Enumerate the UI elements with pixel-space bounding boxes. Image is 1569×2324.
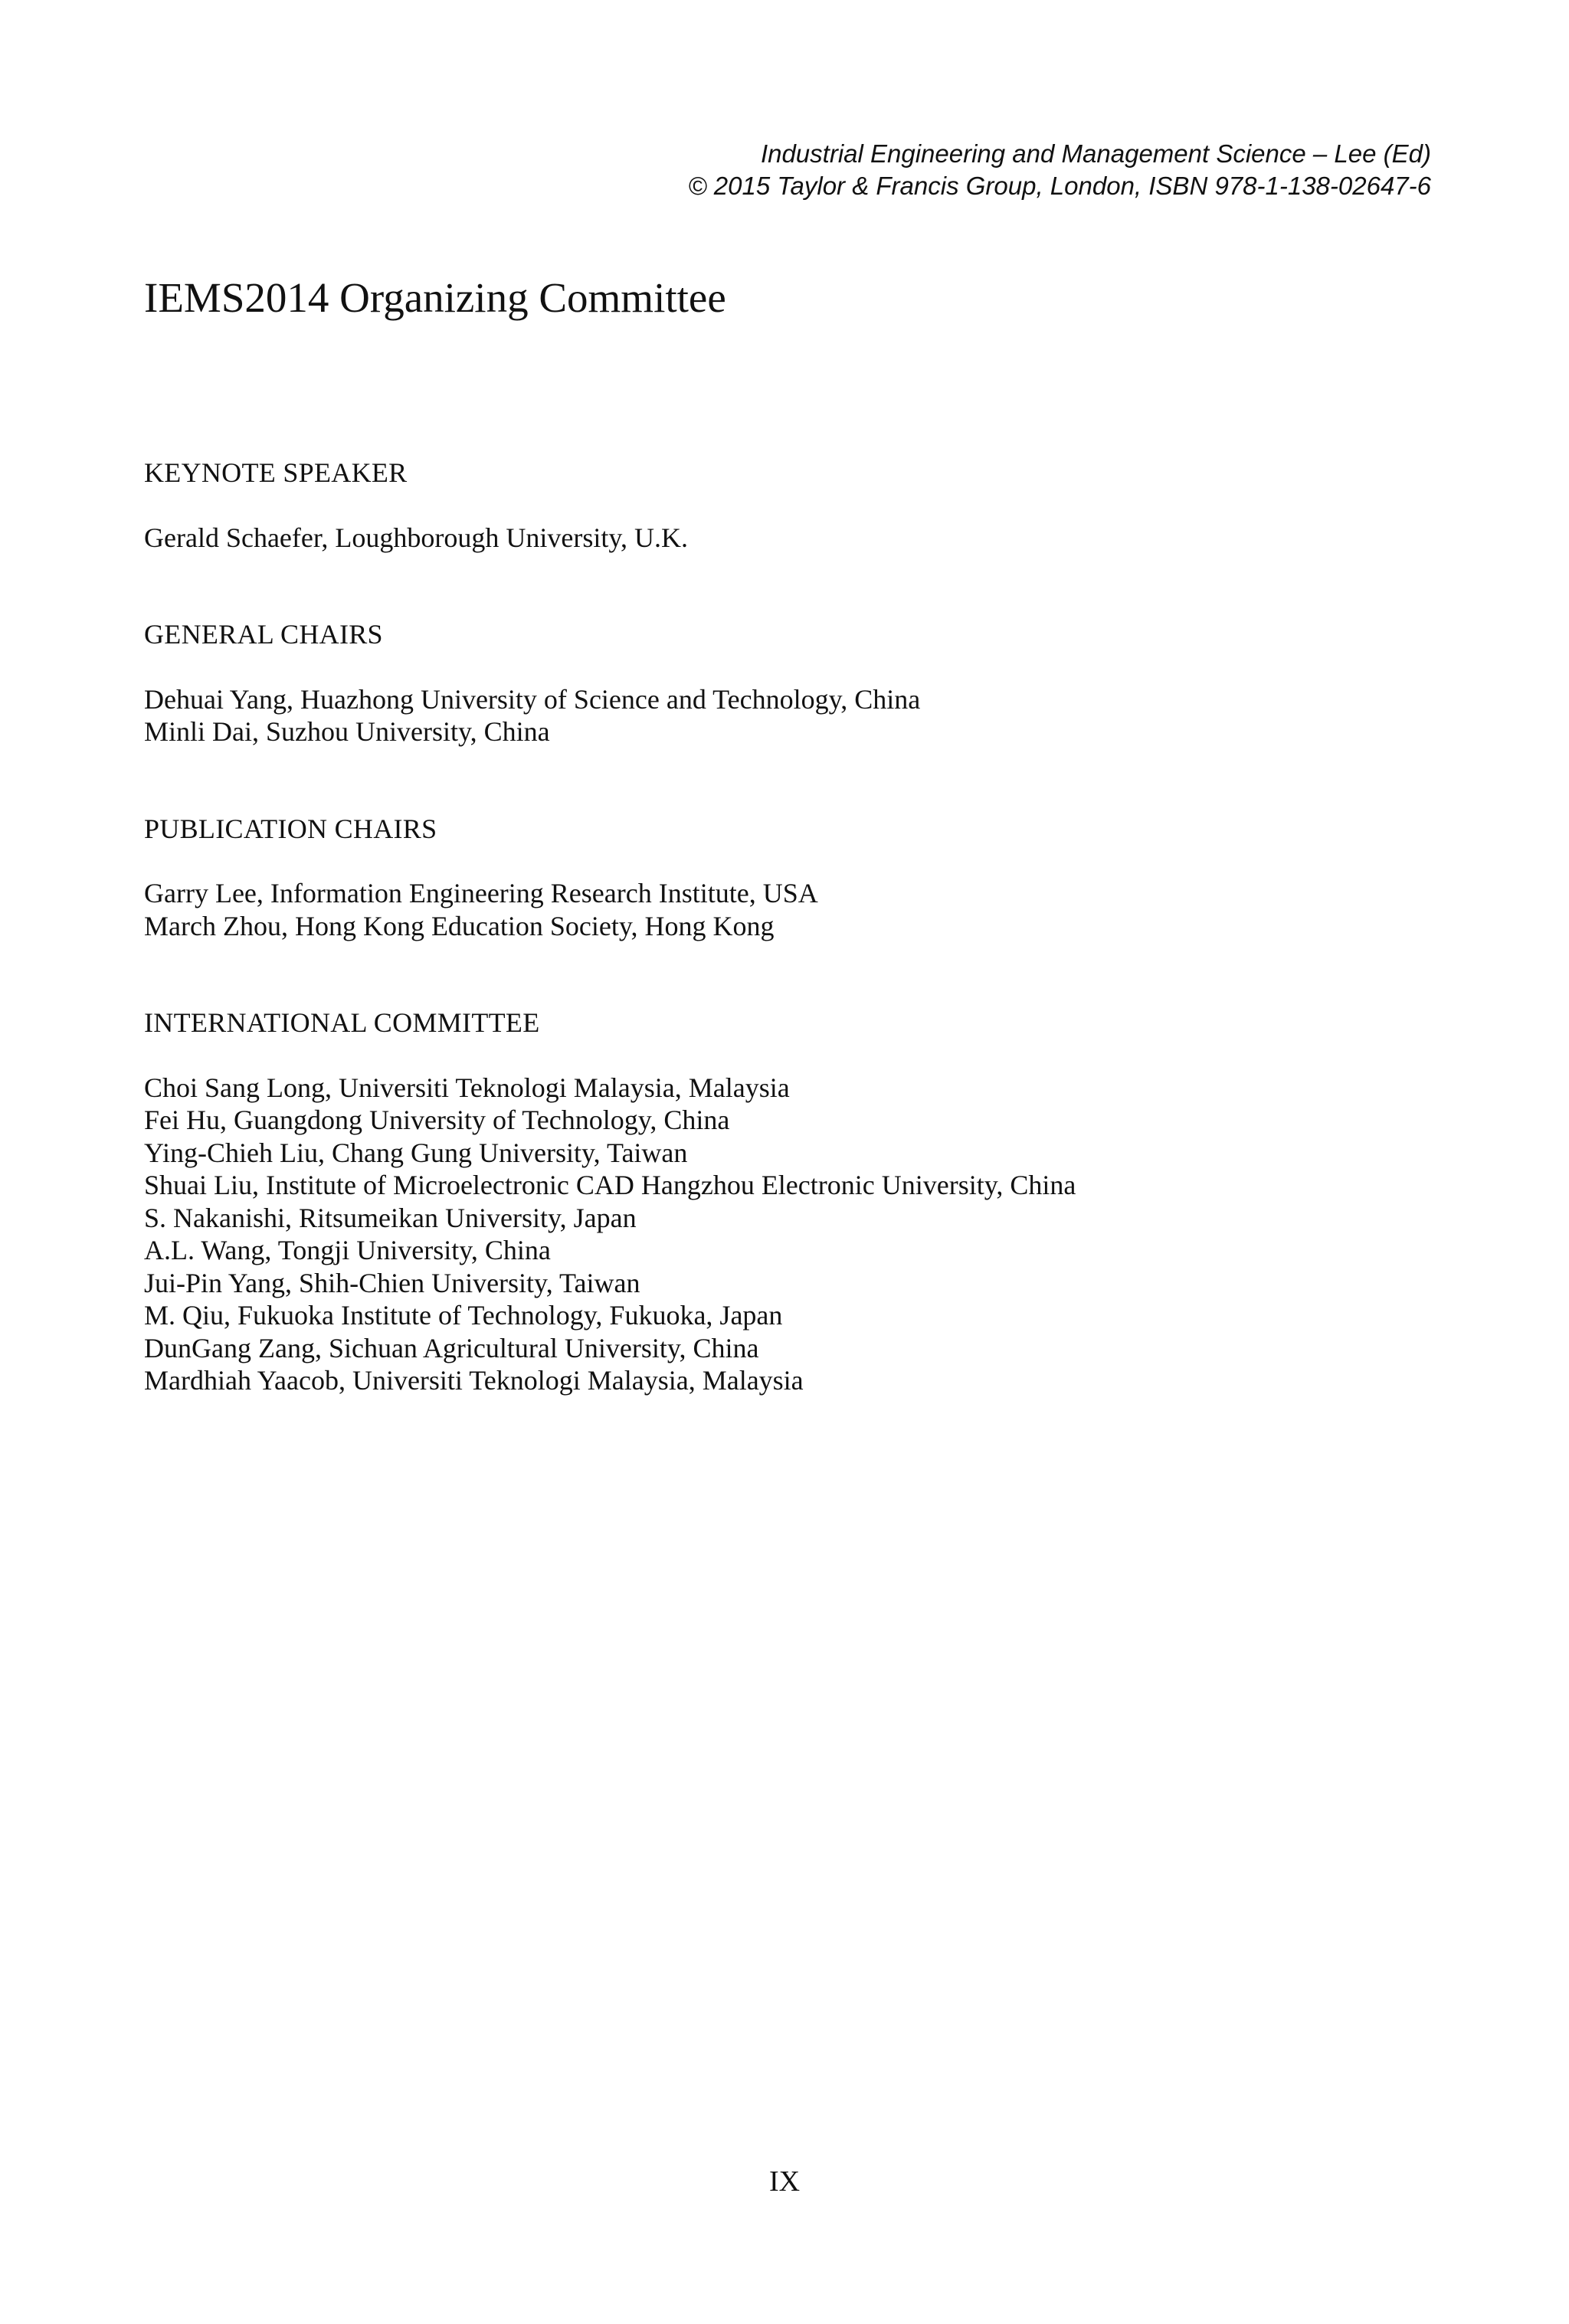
running-head-book-title: Industrial Engineering and Management Science – Lee (Ed) bbox=[760, 139, 1431, 168]
member-entry: Choi Sang Long, Universiti Teknologi Malaysia, Malaysia bbox=[144, 1072, 790, 1103]
section-keynote-speaker bbox=[144, 457, 1446, 554]
member-entry: Ying-Chieh Liu, Chang Gung University, Taiwan bbox=[144, 1137, 688, 1168]
member-entry: S. Nakanishi, Ritsumeikan University, Japan bbox=[144, 1202, 637, 1233]
section-international-committee bbox=[144, 1007, 1446, 1397]
member-entry: A.L. Wang, Tongji University, China bbox=[144, 1235, 551, 1265]
member-entry: Shuai Liu, Institute of Microelectronic CAD Hangzhou Electronic University, China bbox=[144, 1170, 1076, 1200]
page-number: IX bbox=[768, 2165, 801, 2198]
member-entry: Dehuai Yang, Huazhong University of Science and Technology, China bbox=[144, 683, 921, 715]
member-entry: Mardhiah Yaacob, Universiti Teknologi Malaysia, Malaysia bbox=[144, 1365, 804, 1396]
section-heading: INTERNATIONAL COMMITTEE bbox=[144, 1007, 540, 1038]
running-head-copyright: © 2015 Taylor & Francis Group, London, ISBN 978-1-138-02647-6 bbox=[688, 172, 1431, 200]
member-entry: Garry Lee, Information Engineering Research Institute, USA bbox=[144, 878, 818, 908]
member-entry: Minli Dai, Suzhou University, China bbox=[144, 716, 550, 747]
member-entry: M. Qiu, Fukuoka Institute of Technology, Fukuoka, Japan bbox=[144, 1300, 783, 1331]
member-list bbox=[144, 1072, 1446, 1397]
member-entry: Jui-Pin Yang, Shih-Chien University, Taiwan bbox=[144, 1267, 640, 1298]
member-entry: Gerald Schaefer, Loughborough University, U.K. bbox=[144, 522, 689, 553]
section-heading: KEYNOTE SPEAKER bbox=[144, 457, 408, 488]
section-publication-chairs bbox=[144, 813, 1446, 943]
member-list bbox=[144, 877, 1446, 942]
section-heading: GENERAL CHAIRS bbox=[144, 619, 383, 650]
running-head bbox=[688, 138, 1431, 202]
member-list bbox=[144, 522, 1446, 555]
member-entry: March Zhou, Hong Kong Education Society, Hong Kong bbox=[144, 910, 775, 941]
section-heading: PUBLICATION CHAIRS bbox=[144, 813, 437, 844]
page-title: IEMS2014 Organizing Committee bbox=[144, 274, 726, 321]
committee-content bbox=[144, 457, 1446, 1397]
section-general-chairs bbox=[144, 618, 1446, 748]
member-entry: DunGang Zang, Sichuan Agricultural University, China bbox=[144, 1332, 759, 1363]
member-entry: Fei Hu, Guangdong University of Technology, China bbox=[144, 1105, 730, 1135]
member-list bbox=[144, 683, 1446, 748]
